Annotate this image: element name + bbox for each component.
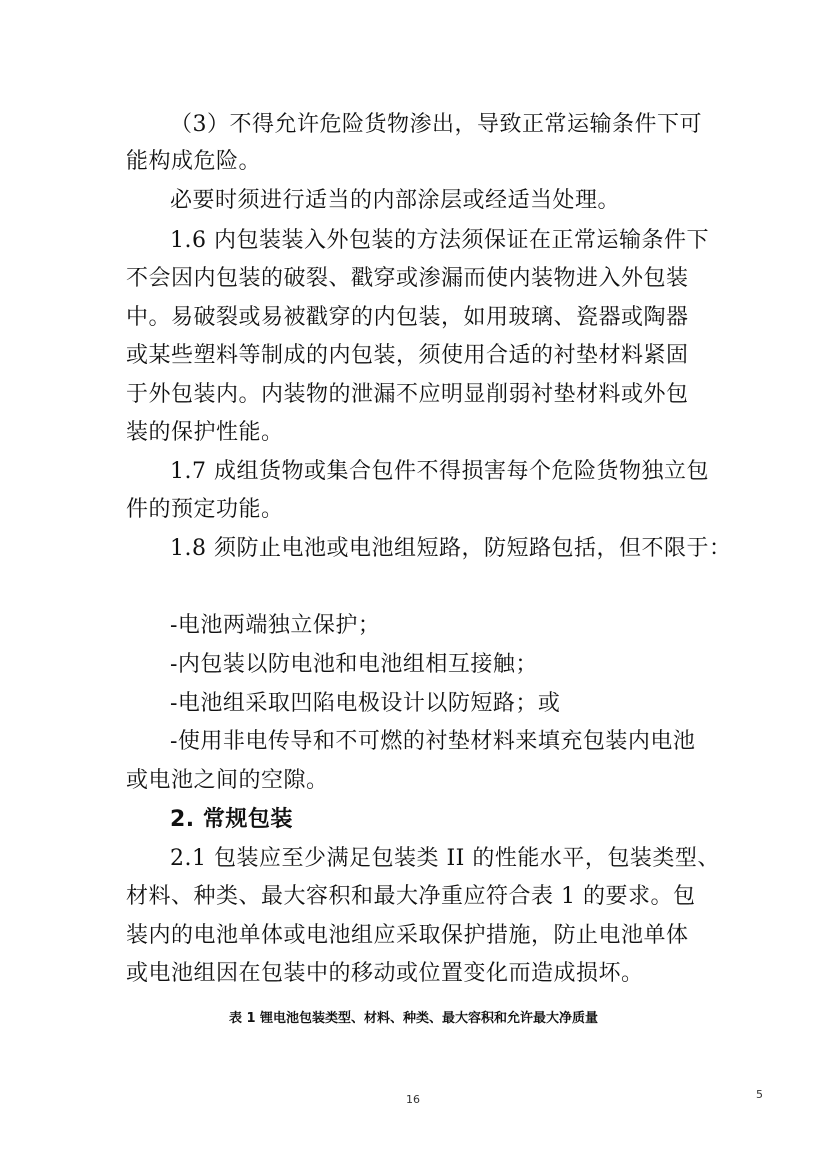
- list-item: -内包装以防电池和电池组相互接触；: [170, 652, 538, 677]
- paragraph-line: 能构成危险。: [126, 149, 262, 174]
- paragraph-line: 不会因内包装的破裂、戳穿或渗漏而使内装物进入外包装: [126, 266, 689, 291]
- paragraph-line: 1.8 须防止电池或电池组短路，防短路包括，但不限于：: [170, 536, 732, 561]
- paragraph-line: （3）不得允许危险货物渗出，导致正常运输条件下可: [170, 112, 702, 137]
- paragraph-line: 1.6 内包装装入外包装的方法须保证在正常运输条件下: [170, 228, 709, 253]
- paragraph-line: 必要时须进行适当的内部涂层或经适当处理。: [170, 188, 621, 213]
- paragraph-line: 材料、种类、最大容积和最大净重应符合表 1 的要求。包: [126, 884, 696, 909]
- paragraph-line: 中。易破裂或易被戳穿的内包装，如用玻璃、瓷器或陶器: [126, 305, 689, 330]
- paragraph-line: 2.1 包装应至少满足包装类 II 的性能水平，包装类型、: [170, 846, 720, 871]
- table-caption: 表 1 锂电池包装类型、材料、种类、最大容积和允许最大净质量: [228, 1011, 599, 1026]
- paragraph-line: 装的保护性能。: [126, 420, 284, 445]
- section-heading: 2. 常规包装: [170, 807, 293, 832]
- paragraph-line: 1.7 成组货物或集合包件不得损害每个危险货物独立包: [170, 459, 709, 484]
- paragraph-line: 或电池组因在包装中的移动或位置变化而造成损坏。: [126, 961, 644, 986]
- list-item: -电池组采取凹陷电极设计以防短路；或: [170, 691, 561, 716]
- paragraph-line: 或电池之间的空隙。: [126, 768, 329, 793]
- list-item: -电池两端独立保护；: [170, 613, 381, 638]
- paragraph-line: 或某些塑料等制成的内包装，须使用合适的衬垫材料紧固: [126, 343, 689, 368]
- list-item: -使用非电传导和不可燃的衬垫材料来填充包装内电池: [170, 729, 696, 754]
- paragraph-line: 装内的电池单体或电池组应采取保护措施，防止电池单体: [126, 923, 689, 948]
- page-number: 16: [406, 1093, 420, 1106]
- paragraph-line: 于外包装内。内装物的泄漏不应明显削弱衬垫材料或外包: [126, 382, 689, 407]
- paragraph-line: 件的预定功能。: [126, 497, 284, 522]
- page-number-right: 5: [756, 1088, 763, 1101]
